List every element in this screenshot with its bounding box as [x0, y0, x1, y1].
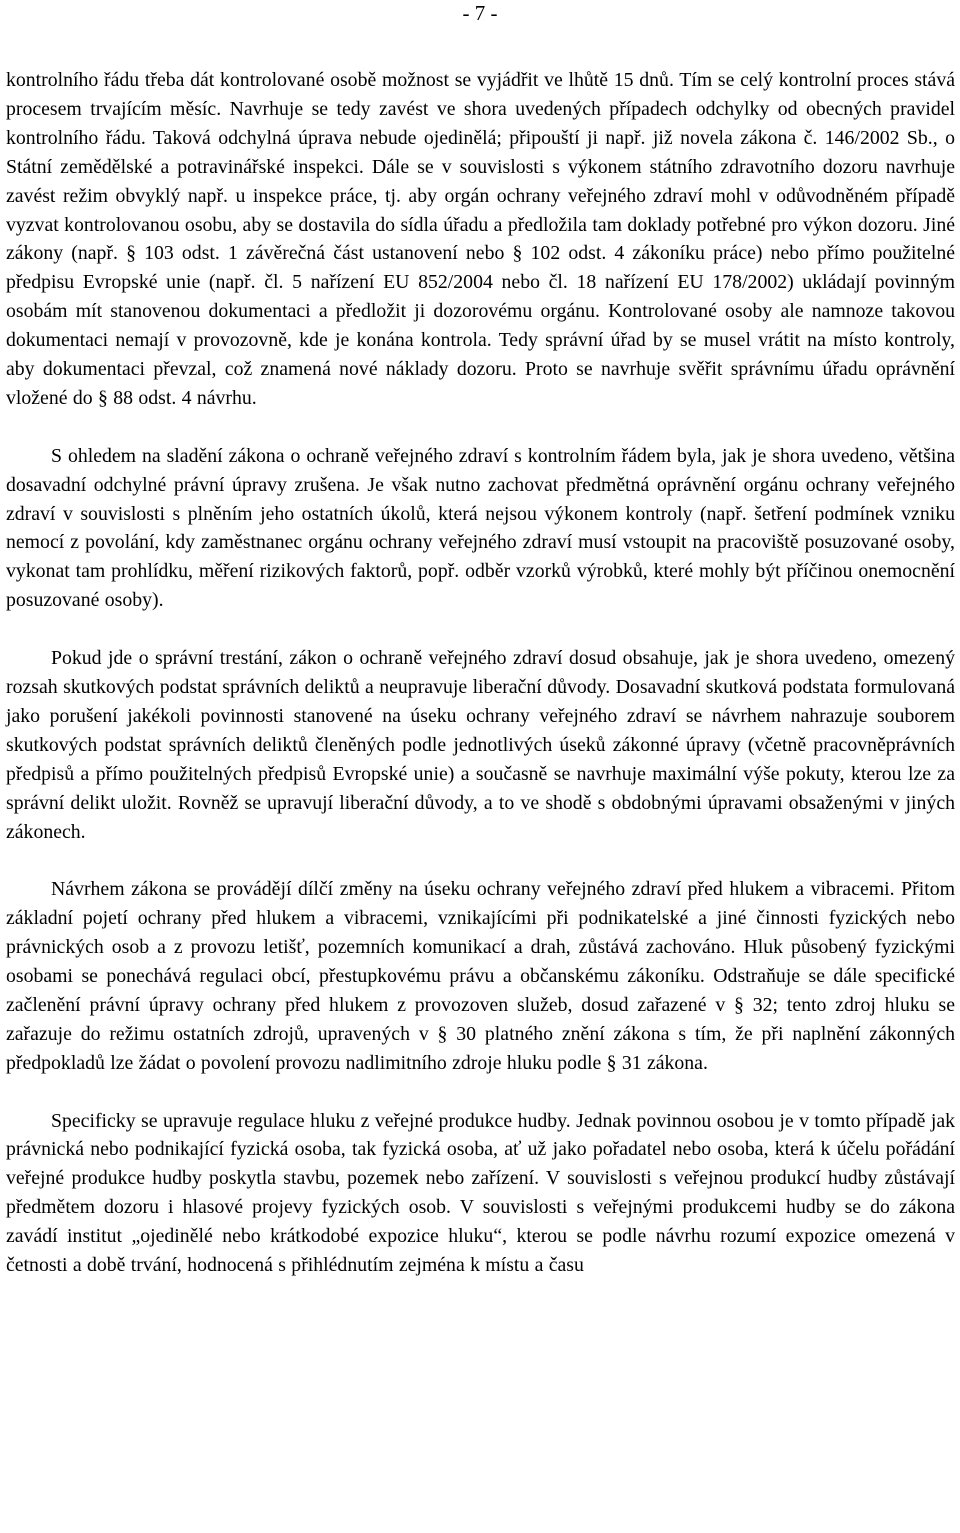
paragraph-harmonization: S ohledem na sladění zákona o ochraně veřejného zdraví s kontrolním řádem byla, jak je shora uvedeno, většina dosavadní odchylné právní úpravy zrušena. Je však nutno zachovat předmětná oprávnění orgánu ochrany veřejného zdraví v souvislosti s plněním jeho ostatních úkolů, která nejsou výkonem kontroly (např. šetření podmínek vzniku nemocí z povolání, kdy zaměstnanec orgánu ochrany veřejného zdraví musí vstoupit na pracoviště posuzované osoby, vykonat tam prohlídku, měření rizikových faktorů, popř. odběr vzorků výrobků, které mohly být příčinou onemocnění posuzované osoby). [6, 444, 955, 612]
paragraph-music-production: Specificky se upravuje regulace hluku z veřejné produkce hudby. Jednak povinnou osobou je v tomto případě jak právnická nebo podnikající fyzická osoba, tak fyzická osoba, ať už jako pořadatel nebo osoba, která k účelu pořádání veřejné produkce hudby poskytla stavbu, pozemek nebo zařízení. V souvislosti s veřejnou produkcí hudby zůstávají předmětem dozoru i hlasové projevy fyzických osob. V souvislosti s veřejnými produkcemi hudby se do zákona zavádí institut „ojedinělé nebo krátkodobé expozice hluku“, kterou se podle návrhu rozumí expozice omezená v četnosti a době trvání, hodnocená s přihlédnutím zejména k místu a času [6, 1109, 955, 1277]
document-body [6, 66, 955, 1280]
paragraph-control-order: kontrolního řádu třeba dát kontrolované osobě možnost se vyjádřit ve lhůtě 15 dnů. Tím se celý kontrolní proces stává procesem trvajícím měsíc. Navrhuje se tedy zavést ve shora uvedených případech odchylky od obecných pravidel kontrolního řádu. Taková odchylná úprava nebude ojedinělá; připouští ji např. již novela zákona č. 146/2002 Sb., o Státní zemědělské a potravinářské inspekci. Dále se v souvislosti s výkonem státního zdravotního dozoru navrhuje zavést režim obvyklý např. u inspekce práce, tj. aby orgán ochrany veřejného zdraví mohl v odůvodněném případě vyzvat kontrolovanou osobu, aby se dostavila do sídla úřadu a předložila tam doklady potřebné pro výkon dozoru. Jiné zákony (např. § 103 odst. 1 závěrečná část ustanovení nebo § 102 odst. 4 zákoníku práce) nebo přímo použitelné předpisu Evropské unie (např. čl. 5 nařízení EU 852/2004 nebo čl. 18 nařízení EU 178/2002) ukládají povinným osobám mít stanovenou dokumentaci a předložit ji dozorovému orgánu. Kontrolované osoby ale namnoze takovou dokumentaci nemají v provozovně, kde je konána kontrola. Tedy správní úřad by se musel vrátit na místo kontroly, aby dokumentaci převzal, což znamená nové náklady dozoru. Proto se navrhuje svěřit správnímu úřadu oprávnění vložené do § 88 odst. 4 návrhu. [6, 69, 955, 409]
paragraph-administrative-punishment: Pokud jde o správní trestání, zákon o ochraně veřejného zdraví dosud obsahuje, jak je shora uvedeno, omezený rozsah skutkových podstat správních deliktů a neupravuje liberační důvody. Dosavadní skutková podstata formulovaná jako porušení jakékoli povinnosti stanovené na úseku ochrany veřejného zdraví se návrhem nahrazuje souborem skutkových podstat správních deliktů členěných podle jednotlivých úseků zákonné úpravy (včetně pracovněprávních předpisů a přímo použitelných předpisů Evropské unie) a současně se navrhuje maximální výše pokuty, kterou lze za správní delikt uložit. Rovněž se upravují liberační důvody, a to ve shodě s obdobnými úpravami obsaženými v jiných zákonech. [6, 647, 955, 843]
paragraph-noise-vibration: Návrhem zákona se provádějí dílčí změny na úseku ochrany veřejného zdraví před hlukem a vibracemi. Přitom základní pojetí ochrany před hlukem a vibracemi, vznikajícími při podnikatelské a jiné činnosti fyzických nebo právnických osob a z provozu letišť, pozemních komunikací a drah, zůstává zachováno. Hluk působený fyzickými osobami se ponechává regulaci obcí, přestupkovému právu a občanskému zákoníku. Odstraňuje se dále specifické začlenění právní úpravy ochrany před hlukem z provozoven služeb, dosud zařazené v § 32; tento zdroj hluku se zařazuje do režimu ostatních zdrojů, upravených v § 30 platného znění zákona s tím, že při naplnění zákonných předpokladů lze žádat o povolení provozu nadlimitního zdroje hluku podle § 31 zákona. [6, 878, 955, 1074]
page-number: - 7 - [462, 1, 498, 25]
